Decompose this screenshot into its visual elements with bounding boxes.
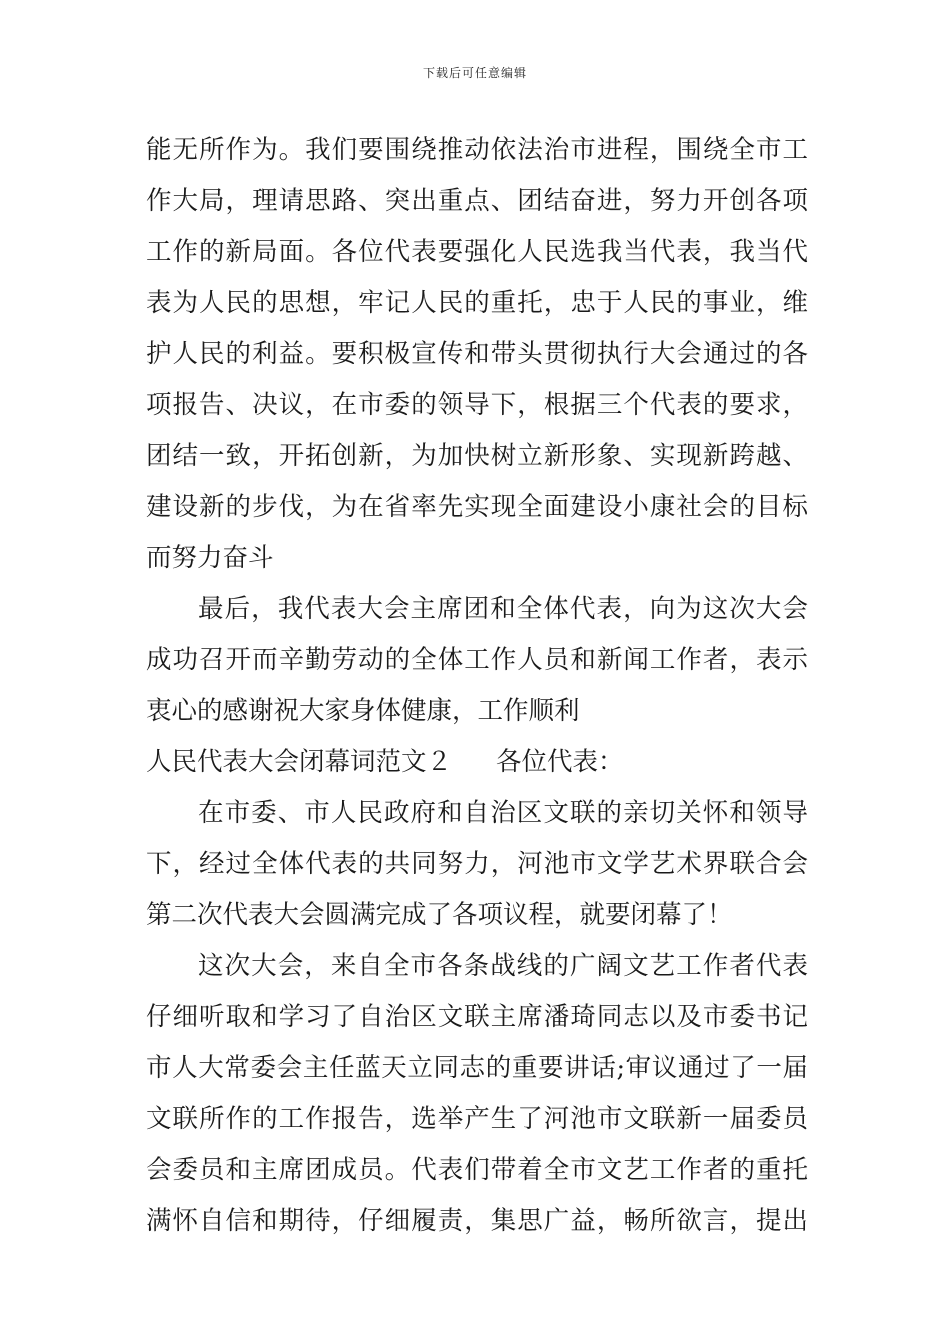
text-line: 第二次代表大会圆满完成了各项议程，就要闭幕了！ [146,900,733,930]
paragraph-2 [146,584,808,737]
text-line: 下，经过全体代表的共同努力，河池市文学艺术界联合会 [146,849,808,879]
text-line: 工作的新局面。各位代表要强化人民选我当代表，我当代 [146,237,808,267]
text-line: 最后，我代表大会主席团和全体代表，向为这次大会 [198,594,808,624]
text-line: 护人民的利益。要积极宣传和带头贯彻执行大会通过的各 [146,339,808,369]
text-line: 项报告、决议，在市委的领导下，根据三个代表的要求， [146,390,808,420]
text-line: 成功召开而辛勤劳动的全体工作人员和新闻工作者，表示 [146,645,808,675]
section-heading [146,737,808,788]
text-line: 在市委、市人民政府和自治区文联的亲切关怀和领导 [198,798,808,828]
document-body [146,125,808,1247]
text-line: 能无所作为。我们要围绕推动依法治市进程，围绕全市工 [146,135,808,165]
text-line: 市人大常委会主任蓝天立同志的重要讲话;审议通过了一届 [146,1053,808,1083]
paragraph-4 [146,941,808,1247]
heading-title: 人民代表大会闭幕词范文２ [146,747,453,777]
text-line: 文联所作的工作报告，选举产生了河池市文联新一届委员 [146,1104,808,1134]
heading-salutation: 各位代表： [496,747,624,777]
text-line: 表为人民的思想，牢记人民的重托，忠于人民的事业，维 [146,288,808,318]
paragraph-3 [146,788,808,941]
text-line: 仔细听取和学习了自治区文联主席潘琦同志以及市委书记 [146,1002,808,1032]
text-line: 作大局，理请思路、突出重点、团结奋进，努力开创各项 [146,186,808,216]
page-header: 下载后可任意编辑 [422,66,527,80]
paragraph-1 [146,125,808,584]
text-line: 满怀自信和期待，仔细履责，集思广益，畅所欲言，提出 [146,1206,808,1236]
text-line: 这次大会，来自全市各条战线的广阔文艺工作者代表 [198,951,808,981]
text-line: 衷心的感谢祝大家身体健康，工作顺利 [146,696,580,726]
text-line: 团结一致，开拓创新，为加快树立新形象、实现新跨越、 [146,441,808,471]
text-line: 建设新的步伐，为在省率先实现全面建设小康社会的目标 [146,492,808,522]
text-line: 会委员和主席团成员。代表们带着全市文艺工作者的重托 [146,1155,808,1185]
text-line: 而努力奋斗 [146,543,274,573]
